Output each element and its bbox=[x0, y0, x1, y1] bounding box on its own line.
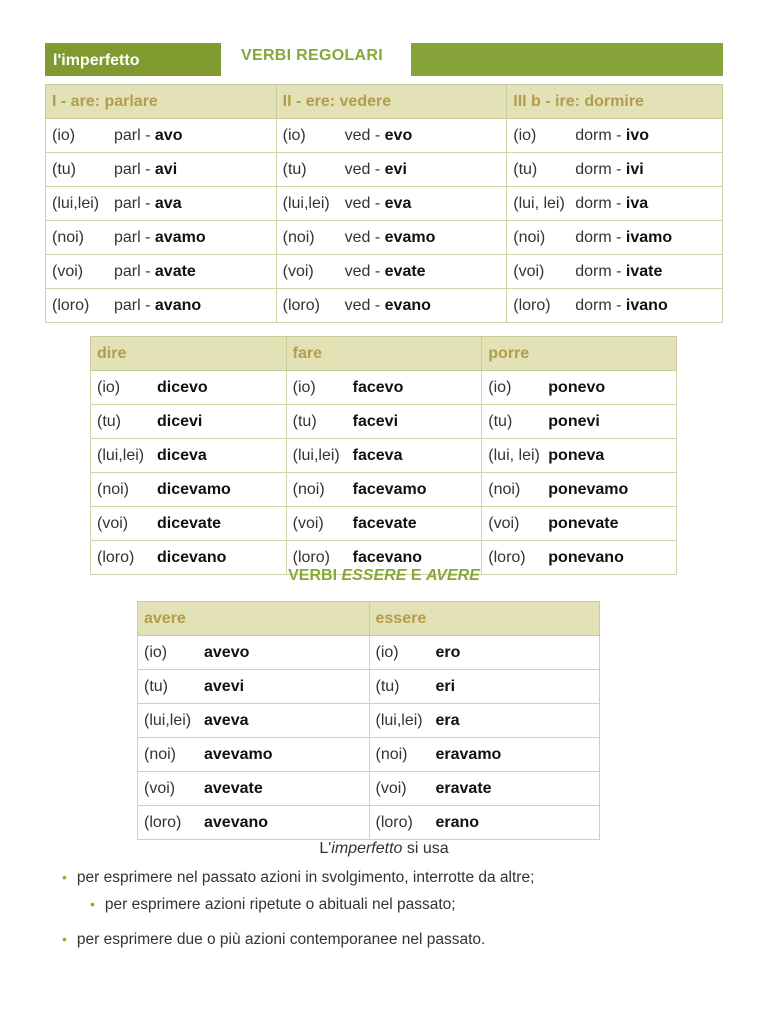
verb-form: facevate bbox=[352, 514, 417, 532]
verb-form: dicevamo bbox=[157, 480, 231, 498]
table-cell bbox=[46, 221, 277, 255]
verb-stem: parl - bbox=[114, 194, 155, 212]
table-cell bbox=[138, 670, 370, 704]
table-row bbox=[138, 636, 600, 670]
table-cell bbox=[276, 119, 507, 153]
pronoun: (tu) bbox=[488, 412, 513, 430]
table-cell bbox=[286, 439, 482, 473]
table-cell bbox=[507, 221, 723, 255]
pronoun: (noi) bbox=[488, 480, 521, 498]
pronoun: (voi) bbox=[292, 514, 324, 532]
table-cell bbox=[507, 289, 723, 323]
table-cell bbox=[482, 473, 677, 507]
pronoun: (io) bbox=[144, 643, 168, 661]
verb-form: dicevate bbox=[157, 514, 222, 532]
pronoun: (loro) bbox=[282, 296, 320, 314]
table-cell bbox=[91, 405, 287, 439]
verb-stem: ved - bbox=[344, 126, 385, 144]
verb-form: avevi bbox=[204, 677, 245, 695]
verb-ending: avano bbox=[154, 296, 202, 314]
verb-ending: ivi bbox=[625, 160, 644, 178]
table-cell bbox=[369, 636, 600, 670]
verb-form: dicevo bbox=[157, 378, 208, 396]
column-heading: porre bbox=[482, 337, 677, 371]
pronoun: (tu) bbox=[144, 677, 168, 695]
bullet-text: per esprimere due o più azioni contemporanee nel passato. bbox=[76, 931, 486, 948]
pronoun: (voi) bbox=[513, 262, 545, 280]
verb-form: era bbox=[435, 711, 460, 729]
table-row bbox=[91, 371, 677, 405]
pronoun: (io) bbox=[513, 126, 537, 144]
pronoun: (noi) bbox=[144, 745, 177, 763]
pronoun: (voi) bbox=[488, 514, 520, 532]
usage-bullet bbox=[62, 931, 485, 949]
column-heading: avere bbox=[138, 602, 370, 636]
table-row bbox=[91, 439, 677, 473]
table-cell bbox=[91, 439, 287, 473]
verb-stem: parl - bbox=[114, 160, 155, 178]
pronoun: (loro) bbox=[375, 813, 413, 831]
pronoun: (lui,lei) bbox=[144, 711, 192, 729]
pronoun: (lui,lei) bbox=[375, 711, 423, 729]
pronoun: (voi) bbox=[52, 262, 84, 280]
verb-form: faceva bbox=[352, 446, 403, 464]
table-cell bbox=[91, 473, 287, 507]
pronoun: (tu) bbox=[97, 412, 121, 430]
verb-stem: dorm - bbox=[575, 228, 626, 246]
table-cell bbox=[91, 507, 287, 541]
verb-ending: avamo bbox=[154, 228, 206, 246]
pronoun: (loro) bbox=[97, 548, 135, 566]
table-cell bbox=[369, 738, 600, 772]
usage-title-post: si usa bbox=[402, 840, 449, 857]
irregular-verbs-table bbox=[90, 336, 677, 575]
verb-form: ponevamo bbox=[548, 480, 629, 498]
table-cell bbox=[46, 289, 277, 323]
pronoun: (tu) bbox=[292, 412, 317, 430]
table-cell bbox=[46, 119, 277, 153]
pronoun: (tu) bbox=[375, 677, 400, 695]
verb-ending: iva bbox=[625, 194, 649, 212]
table-cell bbox=[138, 806, 370, 840]
verb-stem: parl - bbox=[114, 296, 155, 314]
pronoun: (io) bbox=[97, 378, 121, 396]
table-row bbox=[46, 289, 723, 323]
verb-form: erano bbox=[435, 813, 480, 831]
table-cell bbox=[369, 806, 600, 840]
verb-form: aveva bbox=[204, 711, 249, 729]
verb-form: avevate bbox=[204, 779, 263, 797]
pronoun: (voi) bbox=[144, 779, 176, 797]
column-heading: fare bbox=[286, 337, 482, 371]
table-cell bbox=[507, 153, 723, 187]
column-heading: II - ere: vedere bbox=[276, 85, 507, 119]
table-cell bbox=[276, 255, 507, 289]
pronoun: (voi) bbox=[282, 262, 314, 280]
verb-ending: ivate bbox=[625, 262, 663, 280]
table-cell bbox=[138, 738, 370, 772]
pronoun: (noi) bbox=[292, 480, 325, 498]
verb-form: facevi bbox=[352, 412, 399, 430]
table-cell bbox=[138, 772, 370, 806]
verb-form: facevano bbox=[352, 548, 423, 566]
pronoun: (loro) bbox=[144, 813, 182, 831]
verb-ending: avo bbox=[154, 126, 183, 144]
verb-stem: parl - bbox=[114, 228, 155, 246]
table-cell bbox=[286, 507, 482, 541]
table-row bbox=[91, 507, 677, 541]
pronoun: (loro) bbox=[513, 296, 551, 314]
verb-form: diceva bbox=[157, 446, 207, 464]
verb-form: ponevi bbox=[548, 412, 600, 430]
table-row bbox=[138, 670, 600, 704]
table-cell bbox=[482, 507, 677, 541]
bullet-icon: • bbox=[62, 869, 67, 885]
table-row bbox=[138, 772, 600, 806]
verb-form: avevano bbox=[204, 813, 269, 831]
column-heading: dire bbox=[91, 337, 287, 371]
pronoun: (noi) bbox=[513, 228, 546, 246]
pronoun: (noi) bbox=[375, 745, 408, 763]
pronoun: (io) bbox=[292, 378, 316, 396]
table-cell bbox=[276, 187, 507, 221]
verb-ending: ivo bbox=[625, 126, 650, 144]
verb-ending: evamo bbox=[384, 228, 436, 246]
verb-stem: dorm - bbox=[575, 126, 626, 144]
usage-bullet bbox=[90, 896, 456, 914]
bullet-text: per esprimere nel passato azioni in svolgimento, interrotte da altre; bbox=[76, 869, 535, 886]
verb-ending: ivamo bbox=[625, 228, 673, 246]
table-row bbox=[46, 119, 723, 153]
verb-ending: evo bbox=[384, 126, 413, 144]
verb-form: facevamo bbox=[352, 480, 427, 498]
table-row bbox=[91, 473, 677, 507]
table-row bbox=[46, 187, 723, 221]
verb-form: dicevi bbox=[157, 412, 203, 430]
verb-stem: ved - bbox=[344, 228, 385, 246]
verb-stem: dorm - bbox=[575, 262, 626, 280]
verb-form: poneva bbox=[548, 446, 605, 464]
table-row bbox=[46, 153, 723, 187]
pronoun: (lui, lei) bbox=[513, 194, 565, 212]
pronoun: (io) bbox=[282, 126, 306, 144]
table-cell bbox=[507, 255, 723, 289]
pronoun: (tu) bbox=[52, 160, 76, 178]
usage-title-emphasis: imperfetto bbox=[331, 840, 403, 857]
verb-form: dicevano bbox=[157, 548, 227, 566]
table-row bbox=[138, 738, 600, 772]
table-cell bbox=[482, 371, 677, 405]
table-row bbox=[46, 221, 723, 255]
pronoun: (loro) bbox=[292, 548, 330, 566]
bullet-icon: • bbox=[90, 896, 95, 912]
verb-form: ponevate bbox=[548, 514, 619, 532]
verb-stem: ved - bbox=[344, 194, 385, 212]
regular-verbs-table bbox=[45, 84, 723, 323]
verb-stem: dorm - bbox=[575, 194, 626, 212]
table-cell bbox=[46, 187, 277, 221]
usage-title-pre: L' bbox=[319, 840, 332, 857]
column-heading: essere bbox=[369, 602, 600, 636]
table-cell bbox=[369, 670, 600, 704]
pronoun: (voi) bbox=[375, 779, 407, 797]
table-cell bbox=[286, 371, 482, 405]
table-cell bbox=[286, 473, 482, 507]
header-bar bbox=[411, 43, 723, 76]
verb-ending: ivano bbox=[625, 296, 668, 314]
verb-stem: ved - bbox=[344, 262, 385, 280]
pronoun: (lui, lei) bbox=[488, 446, 540, 464]
verb-form: avevamo bbox=[204, 745, 273, 763]
pronoun: (lui,lei) bbox=[292, 446, 340, 464]
verb-ending: eva bbox=[384, 194, 412, 212]
pronoun: (lui,lei) bbox=[97, 446, 145, 464]
table-cell bbox=[276, 153, 507, 187]
pronoun: (noi) bbox=[52, 228, 85, 246]
verb-ending: avi bbox=[154, 160, 178, 178]
verb-form: ponevano bbox=[548, 548, 624, 566]
section-header bbox=[45, 43, 723, 76]
table-cell bbox=[91, 371, 287, 405]
pronoun: (tu) bbox=[282, 160, 307, 178]
pronoun: (voi) bbox=[97, 514, 129, 532]
verb-stem: dorm - bbox=[575, 160, 626, 178]
table-cell bbox=[482, 439, 677, 473]
table-cell bbox=[276, 221, 507, 255]
table-row bbox=[46, 255, 723, 289]
table-cell bbox=[286, 405, 482, 439]
verb-form: eravamo bbox=[435, 745, 502, 763]
verb-ending: avate bbox=[154, 262, 196, 280]
verb-stem: dorm - bbox=[575, 296, 626, 314]
table-cell bbox=[482, 405, 677, 439]
section-title: VERBI REGOLARI bbox=[241, 47, 383, 64]
verb-form: eravate bbox=[435, 779, 492, 797]
verb-ending: evate bbox=[384, 262, 426, 280]
pronoun: (loro) bbox=[488, 548, 526, 566]
verb-form: facevo bbox=[352, 378, 404, 396]
verb-ending: ava bbox=[154, 194, 182, 212]
table-cell bbox=[276, 289, 507, 323]
pronoun: (io) bbox=[52, 126, 76, 144]
verb-ending: evano bbox=[384, 296, 431, 314]
table-cell bbox=[138, 636, 370, 670]
aux-section-title: VERBI ESSERE E AVERE bbox=[288, 567, 480, 584]
pronoun: (lui,lei) bbox=[282, 194, 330, 212]
pronoun: (lui,lei) bbox=[52, 194, 100, 212]
pronoun: (loro) bbox=[52, 296, 90, 314]
table-cell bbox=[507, 119, 723, 153]
verb-stem: parl - bbox=[114, 262, 155, 280]
verb-stem: ved - bbox=[344, 296, 385, 314]
verb-form: eri bbox=[435, 677, 456, 695]
pronoun: (io) bbox=[488, 378, 512, 396]
auxiliary-verbs-table bbox=[137, 601, 600, 840]
table-row bbox=[138, 806, 600, 840]
table-row bbox=[138, 704, 600, 738]
pronoun: (noi) bbox=[282, 228, 315, 246]
usage-title bbox=[0, 840, 768, 858]
pronoun: (noi) bbox=[97, 480, 130, 498]
table-cell bbox=[369, 772, 600, 806]
column-heading: I - are: parlare bbox=[46, 85, 277, 119]
section-tag: l'imperfetto bbox=[45, 43, 221, 76]
usage-bullet bbox=[62, 869, 534, 887]
verb-form: ponevo bbox=[548, 378, 606, 396]
table-cell bbox=[138, 704, 370, 738]
verb-form: ero bbox=[435, 643, 461, 661]
table-row bbox=[91, 405, 677, 439]
pronoun: (tu) bbox=[513, 160, 538, 178]
verb-ending: evi bbox=[384, 160, 407, 178]
verb-stem: ved - bbox=[344, 160, 385, 178]
table-cell bbox=[46, 153, 277, 187]
table-cell bbox=[46, 255, 277, 289]
verb-stem: parl - bbox=[114, 126, 155, 144]
table-cell bbox=[369, 704, 600, 738]
bullet-icon: • bbox=[62, 931, 67, 947]
bullet-text: per esprimere azioni ripetute o abituali nel passato; bbox=[104, 896, 456, 913]
verb-form: avevo bbox=[204, 643, 250, 661]
table-cell bbox=[507, 187, 723, 221]
column-heading: III b - ire: dormire bbox=[507, 85, 723, 119]
pronoun: (io) bbox=[375, 643, 399, 661]
